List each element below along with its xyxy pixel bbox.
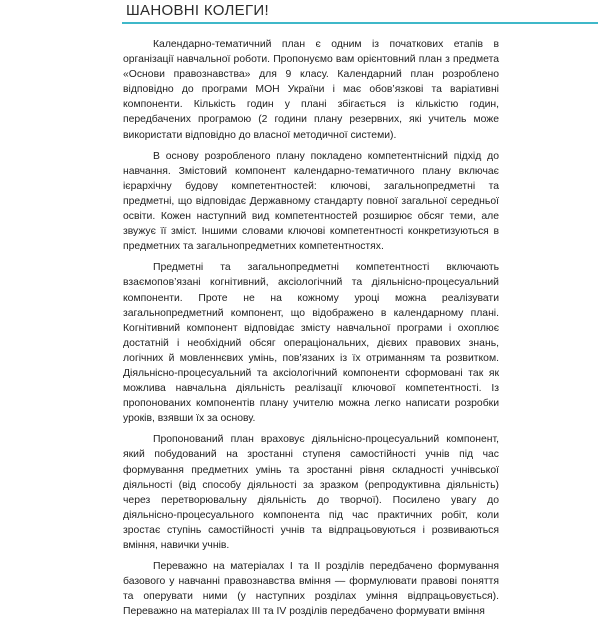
paragraph-3: Предметні та загальнопредметні компетентності включають взаємопов’язані когнітивний, аксіологічний та діяльнісно-процесуальний компоненти. Проте не на кожному уроці можна реалізувати загальнопредметний компонент, що відображено в календарному плані. Когнітивний компонент відповідає змісту навчальної програми і охоплює достатній і необхідний обсяг операціональних, дієвих правових знань, логічних й мовленнєвих умінь, пов’язаних із їх отриманням та розвитком. Діяльнісно-процесуальний та аксіологічний компоненти сформовані так як можлива навчальна діяльність реалізації ключової компетентності. Із пропонованих компонентів плану учителю можна легко написати розробки уроків, взявши їх за основу. <box>123 262 499 425</box>
paragraph-5: Переважно на матеріалах I та II розділів передбачено формування базового у навчанні правознавства вміння — формулювати правові поняття та оперувати ними (у наступних розділах уміння відпрацьовується). Переважно на матеріалах III та IV розділів передбачено формувати вміння <box>123 561 499 618</box>
paragraph-1: Календарно-тематичний план є одним із початкових етапів в організації навчальної роботи. Пропонуємо вам орієнтовний план з предмета «Основи правознавства» для 9 класу. Календарний план розроблено відповідно до програми МОН України і має обов’язкові та варіативні компоненти. Кількість годин у плані збігається із кількістю годин, передбачених програмою (2 години плану резервних, які учитель може використати відповідно до власної методичної системи). <box>123 39 499 141</box>
paragraph-2: В основу розробленого плану покладено компетентнісний підхід до навчання. Змістовий компонент календарно-тематичного плану включає ієрархічну будову компетентностей: ключові, загальнопредметні та предметні, що відповідає Державному стандарту повної загальної середньої освіти. Кожен наступний вид компетентностей розширює обсяг теми, але звужує її зміст. Іншими словами ключові компетентності конкретизуються в предметних та загальнопредметних компетентностях. <box>123 150 499 253</box>
page-title: ШАНОВНІ КОЛЕГИ! <box>126 2 269 19</box>
paragraph-4: Пропонований план враховує діяльнісно-процесуальний компонент, який побудований на зростанні ступеня самостійності учнів під час формування предметних умінь та зростанні рівня складності учнівської діяльності (від способу діяльності за зразком (репродуктивна діяльність) через перетворювальну діяльність до творчої). Посилено увагу до діяльнісно-процесуального компонента під час практичних робіт, коли зростає ступінь самостійності учнів та відпрацьовуються і розвиваються вміння, навички учнів. <box>123 434 499 551</box>
document-body <box>123 37 499 619</box>
header-divider <box>122 22 598 24</box>
